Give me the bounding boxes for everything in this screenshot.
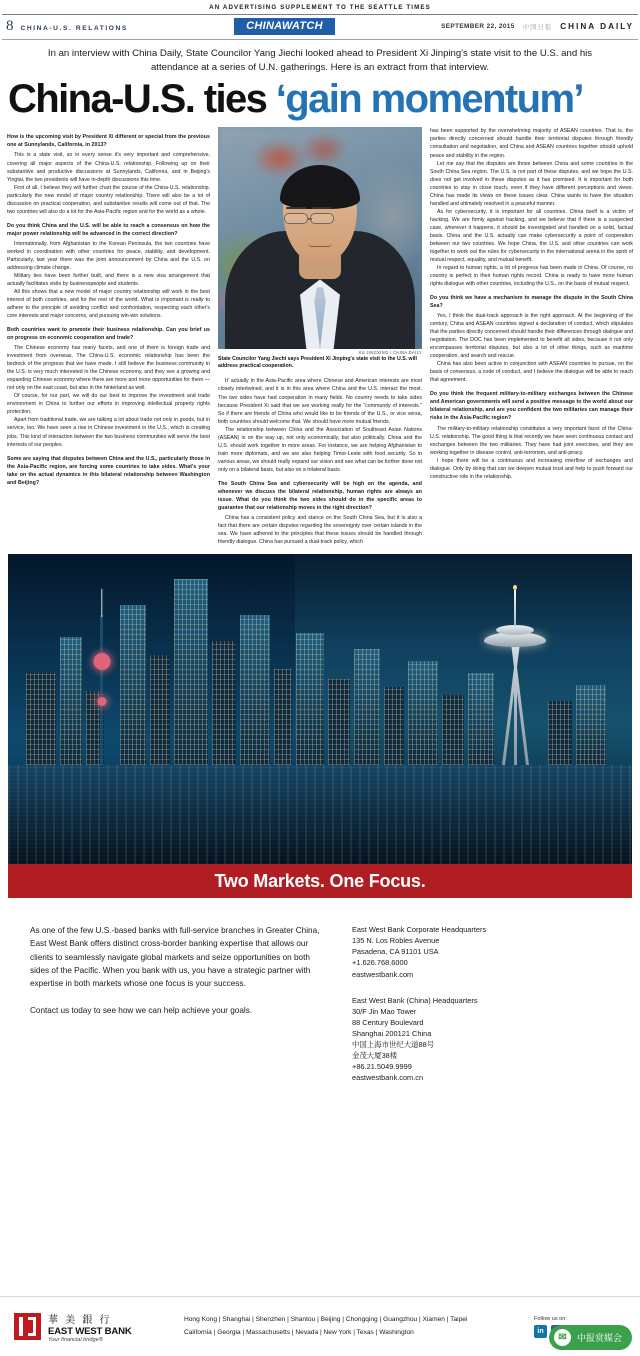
office-address-line: 88 Century Boulevard: [352, 1017, 424, 1027]
photo-caption: State Councilor Yang Jiechi says President Xi Jinping's state visit to the U.S. will address practical cooperation.: [218, 356, 417, 370]
building: [408, 661, 438, 765]
ad-paragraph: Contact us today to see how we can help achieve your goals.: [30, 1006, 253, 1016]
interview-question: Do you think China and the U.S. will be able to reach a consensus on how the major power relationship will be advanced in the correct direction?: [7, 222, 210, 237]
interview-question: How is the upcoming visit by President Xi different or special from the previous one at Sunnylands, California, in 2013?: [7, 134, 210, 149]
building: [354, 649, 380, 765]
building: [26, 673, 56, 765]
interview-question: Do you think the frequent military-to-military exchanges between the Chinese and American governments will send a positive message to the world about our bilateral relationship, and are you confident the two militaries can manage their risks in the Asia-Pacific region?: [430, 391, 633, 422]
standfirst: In an interview with China Daily, State Councilor Yang Jiechi looked ahead to President Xi Jinping's state visit to the U.S. and his attendance at a series of U.N. gatherings. Here is an extract from that interview.: [47, 48, 593, 73]
building: [384, 687, 404, 765]
article-column-left: [7, 127, 210, 488]
tower-spire: [101, 589, 102, 617]
ad-body: [0, 898, 640, 1098]
bank-name-english: EAST WEST BANK: [48, 1325, 132, 1337]
interview-answer-paragraph: The Chinese economy has many facets, and one of them is foreign trade and investment from overseas. The China-U.S. economic relationship has been the bedrock of the progress that we have made. I still believe the business community in the U.S. is very much interested in the Chinese economy, and they see a growing and expanding Chinese economy where there are more and more opportunities for them — not only on the east coast, but also in the hinterland as well.: [7, 345, 210, 392]
interview-answer-paragraph: The military-to-military relationship constitutes a very important facet of the China-U.S. relationship. The good thing is that recently we have seen continuous contact and exchanges between the two militaries. They have had joint exercises, and they are working together in disease control, anti-terrorism, and anti-piracy.: [430, 425, 633, 456]
building: [328, 679, 350, 765]
interview-answer-paragraph: Apart from traditional trade, we are talking a lot about trade not only in goods, but in service, too. We have seen a rise in Chinese investment in the U.S., which is creating jobs. This kind of interaction between the two business communities will serve the best interests of our peoples.: [7, 417, 210, 448]
building: [120, 605, 146, 765]
article-column-right: [430, 127, 633, 480]
article-column-middle-text: [218, 377, 422, 546]
bank-wordmark: [48, 1311, 132, 1343]
interview-answer-paragraph: I hope there will be a continuous and increasing interflow of exchanges and dialogue. Only by doing that can we deepen mutual trust and help to push forward our constructive role in the relationship.: [430, 457, 633, 480]
masthead-right: [441, 22, 634, 31]
ad-office-addresses: [352, 924, 602, 1098]
interview-answer-paragraph: As for cybersecurity, it is important for all countries. China itself is a victim of hacking. We are firmly against hacking, and we believe that if there is a suspected case, wherever it happens, it should be investigated and handled on a solid, factual basis. China and the U.S. actually can make cybersecurity a point of cooperation between our two countries. We hope China, the U.S. and other countries can work together to work out the rules for cybersecurity in the international arena in the spirit of mutual respect, equality, and mutual benefit.: [430, 208, 633, 263]
photo-mouth: [308, 243, 332, 247]
interview-answer-paragraph: First of all, I believe they will further chart the course of the China-U.S. relationship, particularly the new model of major country relationship. There will also be a lot of discussion on practical cooperation, and substantive results will come out of that. The two countries will also do a lot for the Asia-Pacific region and for the world as a whole.: [7, 184, 210, 215]
building: [60, 637, 82, 765]
wechat-account-name: 中报赏媒会: [576, 1334, 622, 1344]
office-address-line: 金茂大厦38楼: [352, 1051, 398, 1061]
water-reflections: [8, 765, 632, 864]
article-photo-block: [218, 127, 422, 370]
publication-name-chinese: 中国日报: [522, 24, 553, 31]
ad-slogan-band: [8, 864, 632, 898]
office-address-line: 30/F Jin Mao Tower: [352, 1006, 417, 1016]
tower-lower-sphere: [97, 697, 106, 706]
tower-upper-sphere: [93, 653, 110, 670]
needle-upper-disc: [496, 625, 534, 635]
interview-answer-paragraph: Military ties have been further built, and there is a new visa arrangement that actually facilitates visits by businesspeople and students.: [7, 272, 210, 287]
office-address-line: East West Bank Corporate Headquarters: [352, 925, 487, 935]
building: [212, 641, 236, 765]
interview-answer-paragraph: has been supported by the overwhelming majority of ASEAN countries. That is, the parties directly concerned should handle their territorial disputes through friendly consultation and negotiation, and China and ASEAN countries together should uphold peace and stability in the region.: [430, 128, 633, 159]
interview-answer-paragraph: Of course, for our part, we will do our best to improve the investment and trade environment in China to further our efforts in improving intellectual property rights protection.: [7, 393, 210, 416]
interview-question: Do you think we have a mechanism to manage the dispute in the South China Sea?: [430, 295, 633, 310]
building: [296, 633, 324, 765]
interview-answer-paragraph: It' actually in the Asia-Pacific area where Chinese and American interests are most closely intertwined, and it is in this area where China and the U.S. interact the most. The two sides have had cooperation in many fields. No country needs to take sides because President Xi said that we are working really for the “community of interests.” So if there are friends of China who would like to be friends of the U.S., or vice versa, both countries should welcome that. We should have more mutual friends.: [218, 378, 422, 425]
masthead-left: [6, 18, 128, 35]
interview-answer-paragraph: China has also been active in conjunction with ASEAN countries to pursue, on the basis of consensus, a code of conduct, and I believe the dialogue will be able to reach that agreement.: [430, 361, 633, 384]
building: [548, 701, 572, 765]
masthead: [0, 15, 640, 39]
branch-cities: [176, 1314, 522, 1338]
footer: [0, 1296, 640, 1356]
interview-answer-paragraph: The relationship between China and the Association of Southeast Asian Nations (ASEAN) is on the way up, not only economically, but also politically. China and the U.S. should work together in more areas. For instance, we are helping Afghanistan to train more diplomats, and we are also helping Timor-Leste with food security. So in various areas, we should really expand our vision and see what can be further done not only on a bilateral basis, but also on a trilateral basis.: [218, 426, 422, 473]
interview-answer-paragraph: Yes, I think the dual-track approach is the right approach. At the beginning of the century, China and ASEAN countries signed a declaration of conduct, which stipulates that the parties directly concerned should handle their differences through dialogue and negotiation. The DOC has been implemented to benefit all sides, because it not only encompasses territorial disputes, but also a lot of other things, such as maritime cooperation, and search and rescue.: [430, 313, 633, 360]
photo-glasses-bridge: [307, 218, 312, 219]
headline-part-blue: ‘gain momentum’: [275, 77, 583, 122]
linkedin-icon[interactable]: in: [534, 1325, 547, 1338]
masthead-bottom-rule: [2, 39, 638, 40]
office-address-line: Shanghai 200121 China: [352, 1028, 432, 1038]
needle-mast: [514, 590, 516, 626]
cities-us: California | Georgia | Massachusetts | Nevada | New York | Texas | Washington: [184, 1328, 414, 1336]
building: [468, 673, 494, 765]
building: [240, 615, 270, 765]
bank-tagline: Your financial bridge®: [48, 1336, 103, 1343]
cities-asia: Hong Kong | Shanghai | Shenzhen | Shantou | Beijing | Chongqing | Guangzhou | Xiamen | Taipei: [184, 1316, 468, 1324]
bank-name-chinese: 華 美 銀 行: [48, 1314, 112, 1326]
interview-answer-paragraph: Let me say that the disputes are those between China and some countries in the South China Sea region. The U.S. is not part of these disputes, and we hope the U.S. does not get involved in these disputes as it has promised. It is important for both countries to stay in close touch, even if they have different perceptions and views. China has made its views on these issues clear. China wants to have the situation handled and ultimately resolved in a peaceful manner.: [430, 160, 633, 207]
yang-jiechi-portrait-photo: [218, 127, 422, 349]
office-address-block: [352, 924, 602, 980]
building: [150, 655, 170, 765]
office-address-block: [352, 995, 602, 1084]
building: [442, 695, 464, 765]
article-column-middle: [218, 127, 422, 546]
building: [174, 579, 208, 765]
interview-question: Some are saying that disputes between China and the U.S., particularly those in the Asia-Pacific region, are forcing some countries to take sides. What's your take on the actual dynamics in this bilateral relationship between Washington and Beijing?: [7, 455, 210, 486]
article-columns: [0, 127, 640, 546]
city-skyline-image: [8, 554, 632, 864]
building: [576, 685, 606, 765]
publication-name: CHINA DAILY: [560, 22, 634, 31]
oriental-pearl-tower: [100, 615, 103, 765]
office-address-line: 中国上海市世纪大道88号: [352, 1040, 435, 1050]
office-address-line: +1.626.768.6000: [352, 958, 408, 968]
interview-answer-paragraph: China has a consistent policy and stance on the South China Sea, but it is also a fact that there are certain disputes regarding the sovereignty over certain islands in the sea. We have adhered to the principles that these issues should be handled through friendly dialogue. China has pursued a dual-track policy, which: [218, 514, 422, 546]
wechat-icon: ✉: [554, 1329, 571, 1346]
ad-paragraph: As one of the few U.S.-based banks with full-service branches in Greater China, East West Bank offers distinct cross-border banking expertise that allows our clients to seamlessly navigate global markets and seize opportunities on both sides of the Pacific. When you bank with us, you have a strategic partner with expertise in both markets whose one focus is your success.: [30, 926, 320, 989]
issue-date: SEPTEMBER 22, 2015: [441, 23, 515, 30]
office-address-line: East West Bank (China) Headquarters: [352, 995, 478, 1005]
section-name: CHINA-U.S. RELATIONS: [20, 25, 128, 32]
wechat-watermark: [549, 1325, 632, 1350]
building: [274, 669, 292, 765]
advertising-supplement-line: AN ADVERTISING SUPPLEMENT TO THE SEATTLE TIMES: [209, 4, 431, 11]
interview-answer-paragraph: In regard to human rights, a lot of progress has been made in China. Of course, no country is perfect in their human rights record. China is ready to have more human rights dialogue with other countries, including the U.S., on the basis of mutual respect.: [430, 264, 633, 287]
interview-answer-paragraph: All this shows that a new model of major country relationship will work in the best interest of both countries, and for the rest of the world. What is important is really to adhere to the principle of avoiding conflict and confrontation, respecting each other's core interests and major concerns, and pursuing win-win solutions.: [7, 288, 210, 320]
interview-answer-paragraph: Internationally, from Afghanistan to the Korean Peninsula, the two countries have worked in coordination with other countries for peace, stability, and development. Particularly, last year there was the joint announcement by China and the U.S. on addressing climate change.: [7, 240, 210, 271]
interview-question: The South China Sea and cybersecurity will be high on the agenda, and whenever we discuss the bilateral relationship, human rights are always an issue. What do you think the two sides should do in the specific areas to guarantee that our relationship moves in the right direction?: [218, 480, 422, 511]
office-address-line: eastwestbank.com.cn: [352, 1073, 424, 1083]
office-address-line: Pasadena, CA 91101 USA: [352, 947, 439, 957]
interview-question: Both countries want to promote their business relationship. Can you brief us on progress on economic cooperation and trade?: [7, 327, 210, 342]
ad-slogan: Two Markets. One Focus.: [214, 870, 426, 891]
headline-part-black: China-U.S. ties: [8, 77, 267, 122]
ad-copy: [30, 924, 330, 1098]
photo-glasses-right-lens: [310, 213, 334, 224]
office-address-line: 135 N. Los Robles Avenue: [352, 936, 440, 946]
bank-mark-icon: [14, 1313, 41, 1340]
follow-us-label: Follow us on:: [534, 1315, 567, 1322]
page-title: [8, 77, 632, 122]
office-address-line: +86.21.5049.9999: [352, 1062, 412, 1072]
page-number: 8: [6, 18, 14, 34]
chinawatch-badge: CHINAWATCH: [234, 18, 335, 35]
east-west-bank-logo: [14, 1311, 164, 1343]
interview-answer-paragraph: This is a state visit, so in every sense it's very important and comprehensive, covering all major aspects of the China-U.S. relationship. Following up on their substantive and productive discussions at Sunnylands, California, and in Beijing's Yingtai, the two presidents will have in-depth discussions this time.: [7, 152, 210, 183]
photo-credit: XU JINGXING / CHINA DAILY: [358, 350, 422, 356]
office-address-line: eastwestbank.com: [352, 969, 414, 979]
photo-glasses-left-lens: [284, 213, 308, 224]
